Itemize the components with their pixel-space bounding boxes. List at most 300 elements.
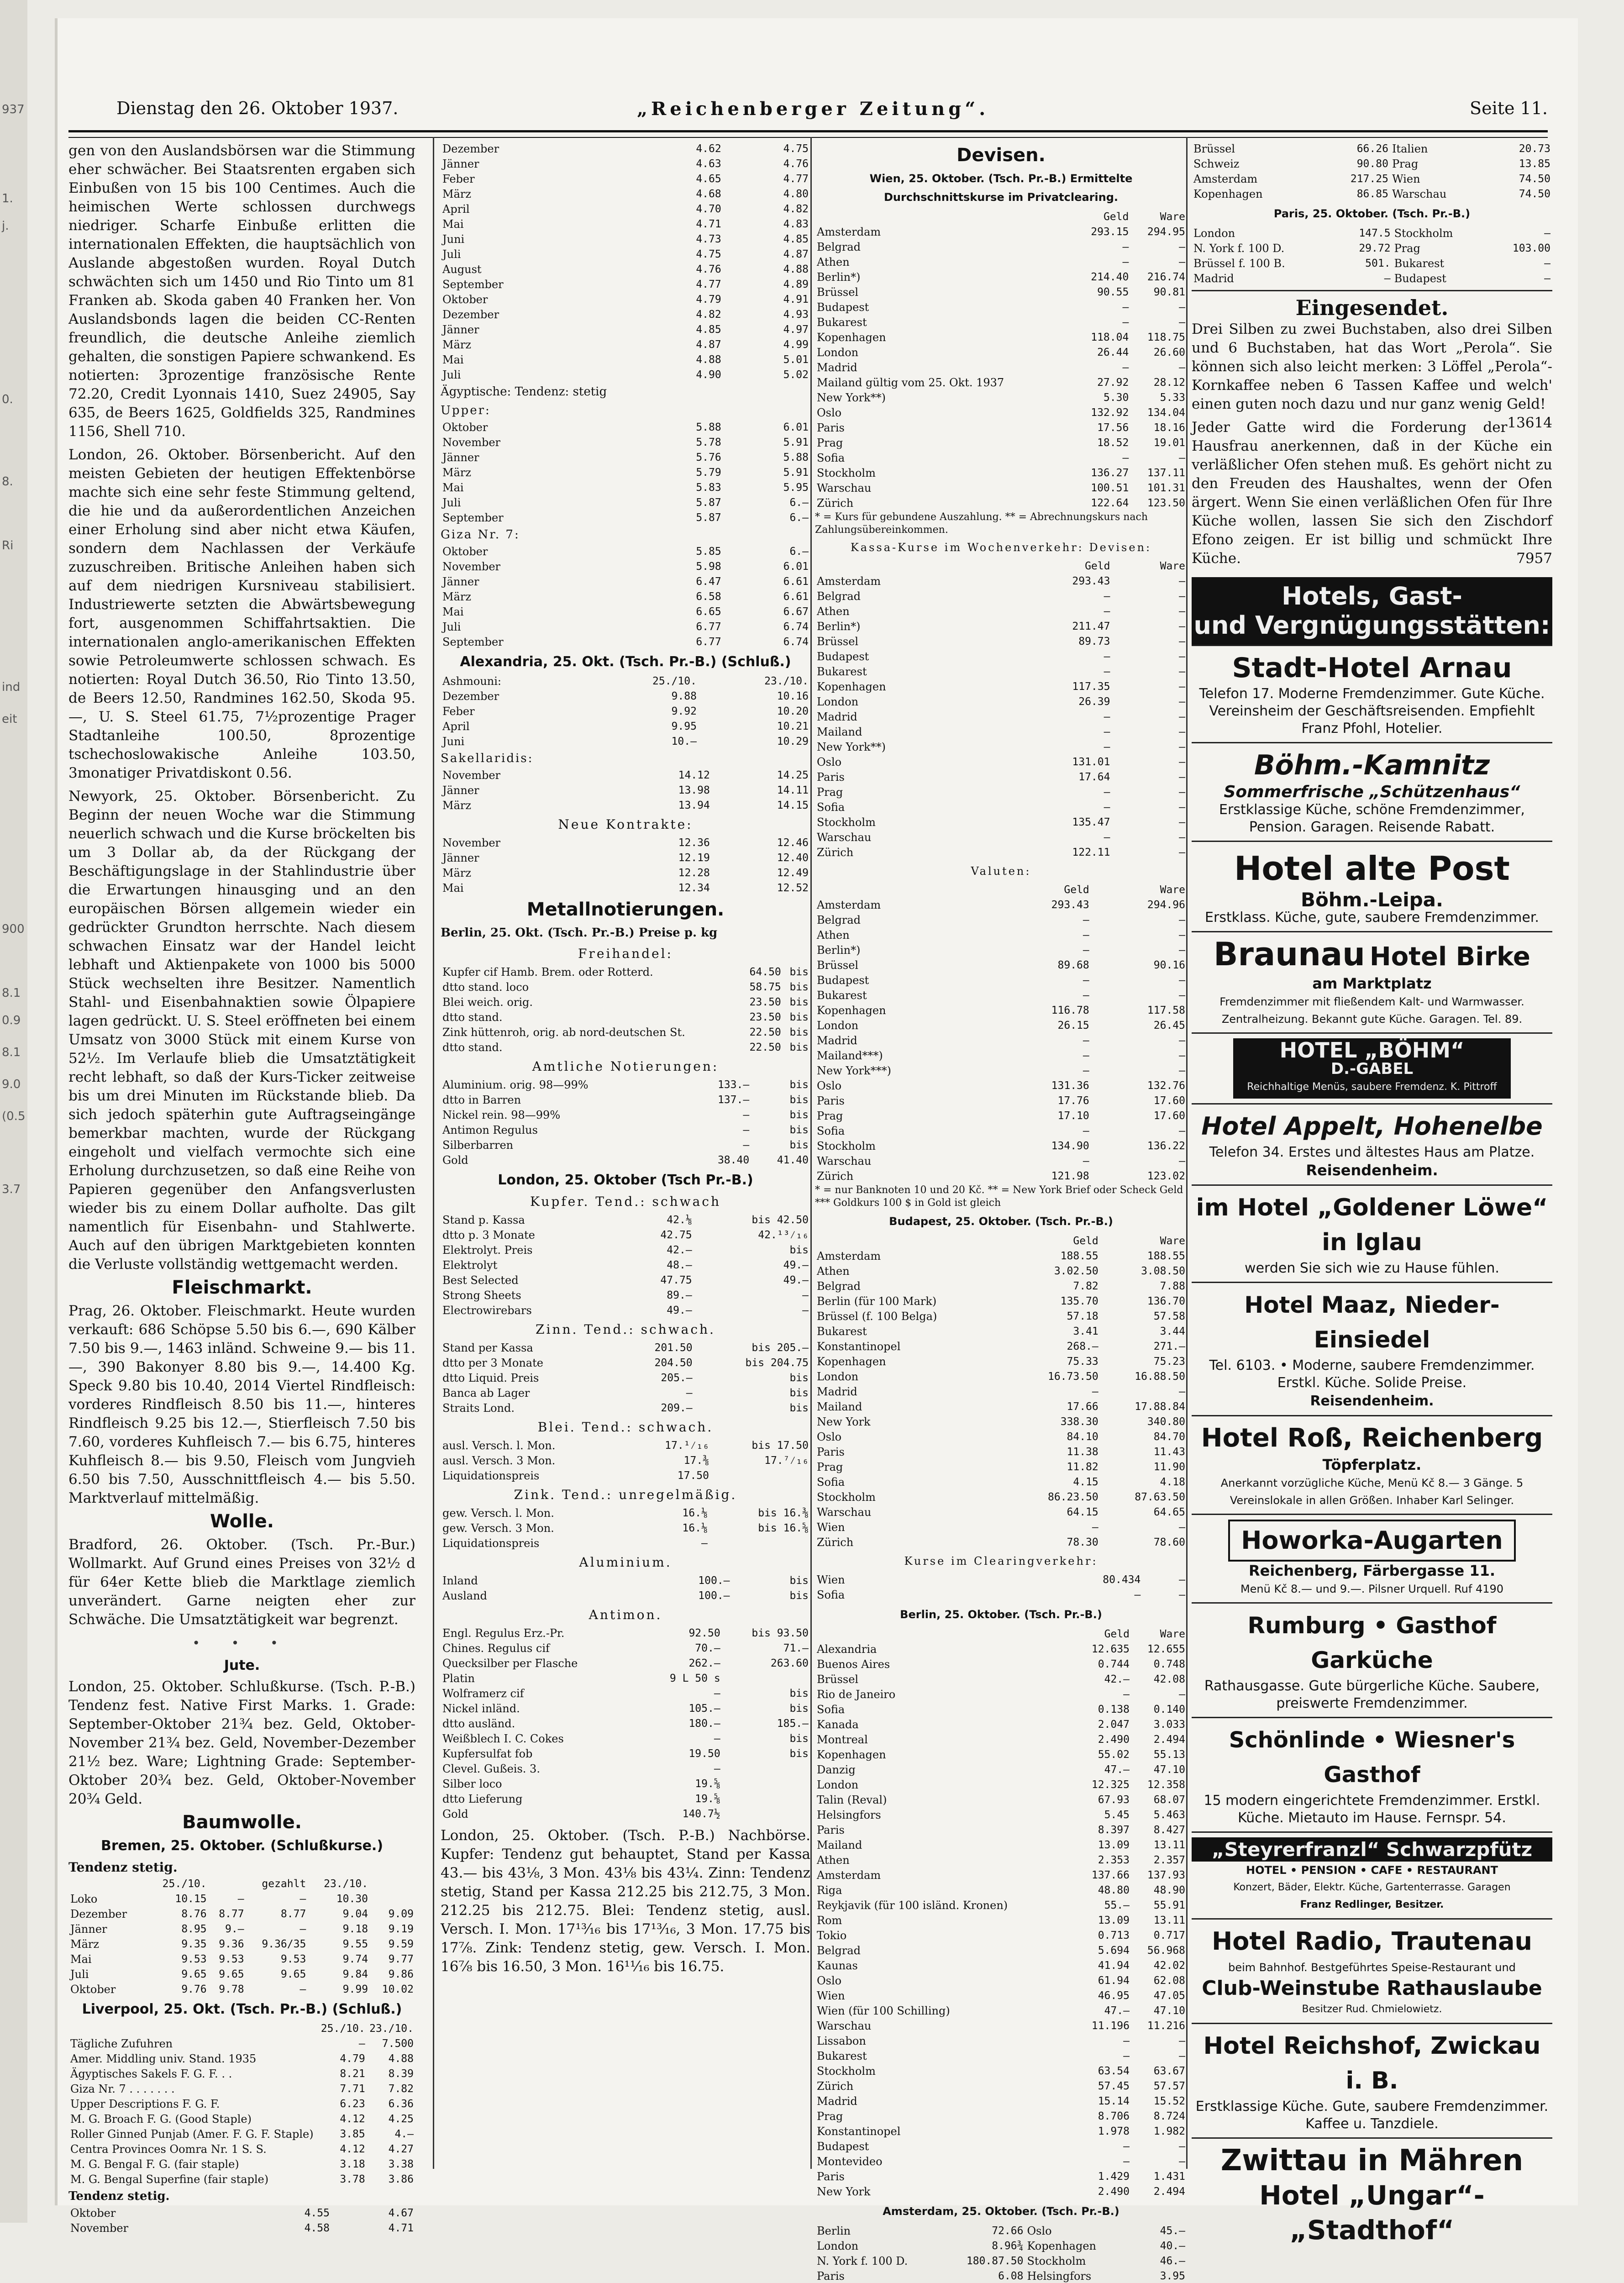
efono-notice-number: 7957	[1516, 550, 1552, 567]
table-row	[441, 202, 810, 217]
row-label: März	[442, 590, 471, 603]
cell-value: —	[1179, 1155, 1185, 1167]
cell-value: 12.46	[777, 837, 809, 849]
cell-value: —	[1083, 1065, 1089, 1077]
cell-value: 117.35	[1072, 681, 1110, 693]
cell-value: 5.87	[696, 497, 721, 509]
cell-value: 10.21	[777, 721, 809, 732]
cell-value: 2.494	[1153, 1734, 1185, 1746]
section-heading-baumwolle: Baumwolle.	[182, 1812, 302, 1833]
cell-value: 4.97	[783, 324, 809, 336]
table-row	[815, 1898, 1187, 1913]
cell-value: 42.75	[660, 1229, 692, 1241]
table-row	[815, 1279, 1187, 1294]
cell-value: 4.76	[696, 263, 721, 275]
cell-value: —	[743, 1124, 750, 1136]
edge-mark: 0.	[2, 393, 13, 406]
table-row	[441, 1716, 810, 1731]
row-label: Zink hüttenroh, orig. ab nord-deutschen St.	[442, 1026, 685, 1039]
cell-value: 137.11	[1147, 467, 1185, 479]
cell-value: 14.15	[777, 800, 809, 811]
row-label: Mailand***)	[817, 1049, 883, 1062]
cell-value: 5.02	[783, 369, 809, 381]
table-row	[815, 679, 1187, 694]
table-row	[441, 232, 810, 247]
cell-value: 5.91	[783, 437, 809, 448]
cell-value: 19.⅝	[695, 1793, 720, 1805]
row-label: Madrid	[817, 1034, 857, 1047]
row-label: Prag	[817, 786, 843, 799]
kupfer-table	[441, 1213, 810, 1318]
table-row	[441, 1108, 810, 1123]
zinn-rows	[441, 1341, 810, 1416]
row-label: Gold	[442, 1808, 468, 1820]
table-row	[68, 1982, 415, 1997]
cell-value: 12.635	[1091, 1643, 1130, 1655]
rates-top-table	[1192, 142, 1552, 202]
bremen-title: Bremen, 25. Oktober. (Schlußkurse.)	[100, 1838, 384, 1854]
table-row	[441, 1093, 810, 1108]
row-label: Sofia	[817, 1476, 845, 1489]
table-row	[441, 1671, 810, 1686]
ad-hotel-boehm	[1192, 1034, 1552, 1105]
table-row	[441, 1010, 810, 1025]
table-row	[815, 1078, 1187, 1094]
row-label: Kanada	[817, 1718, 859, 1731]
cell-value: 4.85	[696, 324, 721, 336]
cell-value: 9.95	[671, 721, 697, 732]
row-label: Oktober	[442, 421, 488, 434]
row-label: Kopenhagen	[817, 1004, 886, 1017]
cell-value: 6.61	[783, 591, 809, 603]
cell-value: 3.78	[340, 2173, 365, 2185]
row-label: Bukarest	[817, 665, 867, 678]
ad-title: Hotel Reichshof, Zwickau i. B.	[1203, 2032, 1541, 2094]
giza-table	[441, 544, 810, 650]
row-label: Jänner	[442, 852, 479, 864]
cell-value: 140.7½	[682, 1808, 720, 1820]
cell-value: —	[1179, 1521, 1185, 1533]
cell-value: 4.79	[696, 294, 721, 305]
table-row	[441, 1123, 810, 1138]
cell-value: 147.5	[1359, 227, 1391, 239]
cell-value: —	[1083, 1050, 1089, 1062]
cell-value: 8.77	[219, 1908, 244, 1920]
cell-value: 136.27	[1091, 467, 1129, 479]
cell-value: 10.29	[777, 736, 809, 747]
cell-value: 74.50	[1519, 173, 1550, 185]
row-label: Kupfer cif Hamb. Brem. oder Rotterd.	[442, 966, 653, 978]
row-label: Gold	[442, 1154, 468, 1167]
cell-value: —	[1179, 847, 1185, 858]
cell-value: —	[300, 1893, 306, 1905]
cell-value: —	[1104, 741, 1110, 753]
column-1	[68, 142, 415, 2236]
table-row	[815, 1354, 1187, 1369]
cell-value: 67.93	[1098, 1794, 1130, 1806]
cell-value: 46.95	[1098, 1990, 1130, 2002]
table-row	[815, 913, 1187, 928]
row-label: November	[70, 2222, 129, 2235]
row-label: Rom	[817, 1914, 842, 1927]
table-row	[815, 2064, 1187, 2079]
table-row	[441, 1438, 810, 1453]
cell-value: 15.52	[1153, 2095, 1185, 2107]
cell-value	[722, 1777, 810, 1792]
cell-value: 6.36	[388, 2098, 414, 2110]
amtlich-rows	[441, 1078, 810, 1168]
cell-value: 4.12	[340, 2143, 365, 2155]
cell-value: —	[1122, 256, 1129, 268]
table-row	[815, 285, 1187, 300]
cell-value: 7.71	[340, 2083, 365, 2095]
egypt-title: Ägyptische: Tendenz: stetig	[441, 385, 607, 399]
column-4	[1192, 142, 1552, 2252]
cell-value: 9.53	[280, 1953, 306, 1965]
ad-title: Zwittau in Mähren	[1220, 2144, 1524, 2178]
liverpool-futures	[68, 2206, 415, 2236]
table-row	[441, 480, 810, 495]
cell-value: Prag	[1394, 242, 1420, 255]
table-row	[441, 574, 810, 589]
table-row	[441, 142, 810, 157]
row-label: Amsterdam	[817, 1250, 881, 1262]
cell-value: 4.87	[783, 248, 809, 260]
cell-value: 4.83	[783, 218, 809, 230]
table-row	[68, 2067, 415, 2082]
cell-value: 4.82	[696, 309, 721, 321]
table-row	[815, 1169, 1187, 1184]
column-header: Geld	[1085, 560, 1110, 572]
row-label: Budapest	[817, 650, 869, 663]
cell-value: 41.94	[1098, 1960, 1130, 1972]
row-label: ausl. Versch. l. Mon.	[442, 1439, 556, 1452]
cell-value: 19.50	[688, 1748, 720, 1760]
cell-value: 122.11	[1072, 847, 1110, 858]
cell-value: 0.140	[1153, 1704, 1185, 1715]
table-row	[815, 1264, 1187, 1279]
sakel-label: Sakellaridis:	[441, 752, 534, 765]
row-label: Quecksilber per Flasche	[442, 1657, 578, 1670]
cell-value: 137.93	[1147, 1869, 1185, 1881]
newyork-bourse-report: Newyork, 25. Oktober. Börsenbericht. Zu Beginn der neuen Woche war die Stimmung neuerlich schwach und die Kurse bröckelten bis um 3 Dollar ab, da der Rückgang der Beschäftigungslage in der Stahlindustrie über die Erwartungen hinausging und an den europäischen Börsen allgemein wieder ein gedrückter Grundton herrschte. Nach diesem schwachen Einsatz war der Handel leicht lebhaft und Aktienpakete von 1000 bis 5000 Stück wechselten ihre Besitzer. Namentlich Stahl- und Eisenbahnaktien sowie Ölpapiere lagen gedrückt. U. S. Steel eröffneten bei einem Umsatz von 3000 Stück mit einem Kurse von 52½. Im Verlaufe blieb die Umsatztätigkeit recht lebhaft, so daß der Kurs-Ticker zeitweise bis um drei Minuten im Rückstande blieb. Da sich jedoch späterhin gute Auftragseingänge bemerkbar machten, wurde der Rückgang eingeholt und vielfach vermochte sich eine Erholung durchzusetzen, so daß eine Reihe von Papieren gegenüber den Anfangsverlusten wieder bis zu einem Dollar aufholte. Das gilt namentlich für Eisenbahn- und Stahlwerte. Auch auf den übrigen Marktgebieten konnten die Verluste vollständig wettgemacht werden.	[68, 788, 415, 1273]
table-row	[815, 1762, 1187, 1778]
table-row	[441, 1138, 810, 1153]
table-row	[441, 435, 810, 450]
cell-value: 9.—	[225, 1923, 244, 1935]
ad-text: Fremdenzimmer mit fließendem Kalt- und Warmwasser. Zentralheizung. Bekannt gute Küche. Garagen. Tel. 89.	[1219, 995, 1524, 1026]
table-row	[815, 1588, 1187, 1603]
cell-value: 5.88	[783, 452, 809, 463]
row-label: Paris	[817, 1094, 845, 1107]
table-row	[1192, 172, 1552, 187]
cell-value: 131.36	[1051, 1080, 1089, 1092]
cell-value: 66.26	[1356, 143, 1388, 155]
cell-value: —	[1179, 681, 1185, 693]
cell-value: 136.22	[1147, 1140, 1185, 1152]
bremen-rows	[68, 1892, 415, 1997]
cell-value: 5.87	[696, 512, 721, 524]
cell-value: 135.70	[1060, 1295, 1098, 1307]
table-row	[441, 866, 810, 881]
row-label: Upper Descriptions F. G. F.	[70, 2098, 220, 2110]
cell-value: 4.73	[696, 233, 721, 245]
table-row	[815, 360, 1187, 375]
row-label: Liquidationspreis	[442, 1469, 540, 1482]
table-row	[815, 2079, 1187, 2094]
cell-value: 10.16	[777, 690, 809, 702]
cell-value: 8.397	[1098, 1824, 1130, 1836]
table-row	[815, 1535, 1187, 1550]
amsterdam-title: Amsterdam, 25. Oktober. (Tsch. Pr.-B.)	[883, 2205, 1119, 2218]
row-label: Talin (Reval)	[817, 1794, 887, 1806]
cell-value: 131.01	[1072, 756, 1110, 768]
row-label: Reykjavik (für 100 isländ. Kronen)	[817, 1899, 1008, 1912]
cell-value: 11.38	[1067, 1446, 1098, 1458]
cell-value: —	[1104, 801, 1110, 813]
column-header: Ware	[1160, 211, 1185, 223]
table-row	[68, 2127, 415, 2142]
row-label: Oslo	[817, 406, 842, 419]
column-header: 23./10.	[369, 2023, 414, 2035]
table-row	[441, 1573, 810, 1589]
cell-value: —	[1104, 666, 1110, 678]
cell-value: 6.77	[696, 636, 721, 648]
cell-value: 22.50	[749, 1026, 781, 1038]
cell-value	[722, 1792, 810, 1807]
column-3	[815, 142, 1187, 2283]
table-row	[441, 1078, 810, 1093]
cell-value: 6.61	[783, 576, 809, 588]
cell-value: 48.80	[1098, 1884, 1130, 1896]
table-row	[1192, 187, 1552, 202]
cell-value: bis	[789, 1011, 809, 1023]
row-label: Warschau	[817, 1506, 872, 1519]
zinn-label: Zinn. Tend.: schwach.	[536, 1322, 715, 1337]
cell-value: Bukarest	[1394, 257, 1445, 270]
cell-value: 8.96¾	[992, 2240, 1024, 2252]
table-row	[815, 1573, 1187, 1588]
cell-value: 293.43	[1072, 575, 1110, 587]
cell-value: —	[1179, 831, 1185, 843]
efono-notice	[1192, 418, 1552, 568]
row-label: März	[442, 799, 471, 812]
ad-title: Rumburg • Gasthof Garküche	[1247, 1612, 1497, 1673]
table-row	[815, 740, 1187, 755]
cell-value: 63.54	[1098, 2065, 1130, 2077]
table-row	[815, 451, 1187, 466]
row-label: Prag	[817, 437, 843, 449]
cell-value: 58.75	[749, 981, 781, 993]
edge-mark: 0.9	[2, 1014, 21, 1027]
table-row	[68, 2157, 415, 2172]
cell-value: 4.68	[696, 188, 721, 200]
cell-value: 9.55	[342, 1938, 368, 1950]
cell-value: 132.92	[1091, 407, 1129, 419]
row-label: N. York f. 100 D.	[817, 2255, 908, 2267]
row-label: September	[442, 636, 504, 648]
cell-value: 6.74	[783, 621, 809, 633]
table-row	[441, 172, 810, 187]
wien-table	[815, 210, 1187, 511]
cell-value: 118.04	[1091, 331, 1129, 343]
table-row	[815, 1642, 1187, 1657]
row-label: Stockholm	[817, 1491, 876, 1504]
table-row	[815, 1883, 1187, 1898]
cell-value: 9.76	[181, 1983, 207, 1995]
ad-title: Hotel Maaz, Nieder-Einsiedel	[1244, 1292, 1500, 1353]
row-label: Budapest	[817, 301, 869, 314]
ad-box	[1233, 1038, 1510, 1099]
cell-value: 87.63.50	[1135, 1491, 1185, 1503]
row-label: dtto Lieferung	[442, 1793, 523, 1805]
cell-value: 0.138	[1098, 1704, 1130, 1715]
row-label: Mai	[442, 353, 464, 366]
cell-value: bis 42.50	[752, 1214, 809, 1226]
cell-value: 64.15	[1067, 1506, 1098, 1518]
table-row	[441, 544, 810, 559]
cell-value: 5.98	[696, 561, 721, 573]
section-heading-jute: Jute.	[224, 1657, 260, 1673]
table-header-row	[815, 210, 1187, 225]
table-row	[815, 800, 1187, 815]
row-label: Danzig	[817, 1763, 856, 1776]
cell-value: 135.47	[1072, 816, 1110, 828]
cell-value: 211.47	[1072, 621, 1110, 632]
column-header: 25./10.	[652, 675, 697, 687]
cell-value: 9.35	[181, 1938, 207, 1950]
cell-value: —	[1123, 2141, 1130, 2152]
table-row	[441, 187, 810, 202]
table-row	[441, 292, 810, 307]
bradford-wool-report: Bradford, 26. Oktober. (Tsch. Pr.-Bur.) Wollmarkt. Auf Grund eines Preises von 32½ d für 64er Kette blieb die Marktlage ziemlich unverändert. Garne neigten eher zur Schwäche. Die Umsatztätigkeit war begrenzt.	[68, 1536, 415, 1628]
cell-value: 57.57	[1153, 2080, 1185, 2092]
cell-value: —	[1083, 1125, 1089, 1137]
cell-value: 132.76	[1147, 1080, 1185, 1092]
row-label: Madrid	[817, 2095, 857, 2108]
table-row	[815, 2154, 1187, 2169]
cell-value: 3.41	[1073, 1326, 1098, 1337]
table-row	[441, 1641, 810, 1656]
ad-title: Böhm.-Kamnitz	[1254, 749, 1490, 781]
row-label: Jänner	[442, 784, 479, 797]
cell-value: 23.50	[749, 996, 781, 1008]
row-label: April	[442, 720, 470, 733]
table-row	[441, 589, 810, 605]
row-label: Elektrolyt. Preis	[442, 1244, 533, 1257]
cell-value: —	[1104, 711, 1110, 723]
cell-value: 12.655	[1147, 1643, 1185, 1655]
cell-value: 6.47	[696, 576, 721, 588]
cell-value: 48.90	[1153, 1884, 1185, 1896]
cell-value: 89.—	[667, 1289, 692, 1301]
row-label: Madrid	[817, 710, 857, 723]
row-label: Stockholm	[817, 1140, 876, 1152]
cell-value: bis	[789, 1372, 809, 1384]
row-label: New York***)	[817, 1064, 891, 1077]
neue-rows	[441, 836, 810, 896]
row-label: November	[442, 436, 501, 449]
row-label: Berlin*)	[817, 271, 861, 284]
cell-value: —	[1179, 666, 1185, 678]
cell-value: —	[1104, 831, 1110, 843]
cell-value: 4.12	[340, 2113, 365, 2125]
row-label: Wien	[817, 1521, 845, 1534]
cell-value: 78.60	[1153, 1536, 1185, 1548]
cell-value: 4.75	[696, 248, 721, 260]
cell-value: 6.74	[783, 636, 809, 648]
table-row	[441, 1656, 810, 1671]
column-header	[815, 1234, 1014, 1249]
cell-value: 17.66	[1067, 1401, 1098, 1413]
cell-value: 9.65	[280, 1968, 306, 1980]
zink-rows	[441, 1506, 810, 1551]
cell-value: 0.748	[1153, 1658, 1185, 1670]
cell-value: 134.90	[1051, 1140, 1089, 1152]
cell-value: 4.88	[696, 354, 721, 366]
table-row	[68, 2142, 415, 2157]
column-header: 23./10.	[324, 1878, 368, 1890]
row-label: Sofia	[817, 1125, 845, 1137]
cell-value: 23.50	[749, 1011, 781, 1023]
cell-value: 47.75	[660, 1274, 692, 1286]
cell-value: 9.59	[388, 1938, 414, 1950]
table-row	[815, 270, 1187, 285]
cell-value: 15.14	[1098, 2095, 1130, 2107]
row-label: Brüssel	[817, 1673, 859, 1686]
cell-value: bis	[789, 1139, 809, 1151]
table-row	[815, 1430, 1187, 1445]
cell-value: 62.08	[1153, 1975, 1185, 1987]
table-row	[1192, 226, 1552, 241]
cell-value: 38.40	[717, 1154, 750, 1166]
row-label: Chines. Regulus cif	[442, 1642, 550, 1655]
ashmouni-table	[441, 674, 810, 749]
eingesendet-heading: Eingesendet.	[1295, 295, 1449, 320]
column-header	[68, 2021, 318, 2036]
table-row	[815, 845, 1187, 860]
row-label: Lissabon	[817, 2035, 866, 2047]
cell-value: —	[1179, 944, 1185, 956]
row-label: Rio de Janeiro	[817, 1688, 896, 1701]
cell-value: 137.—	[717, 1094, 750, 1106]
row-label: Dezember	[442, 690, 499, 703]
row-label: März	[442, 338, 471, 351]
table-row	[815, 1717, 1187, 1732]
row-label: N. York f. 100 D.	[1193, 242, 1285, 255]
cell-value: 64.50	[749, 966, 781, 978]
cell-value: 4.58	[304, 2222, 330, 2234]
table-row	[815, 1808, 1187, 1823]
row-label: Amer. Middling univ. Stand. 1935	[70, 2052, 257, 2065]
cell-value: 4.67	[388, 2207, 414, 2219]
row-label: Juli	[442, 621, 461, 633]
row-label: Amsterdam	[817, 575, 881, 588]
ad-title: Stadt-Hotel Arnau	[1232, 652, 1512, 684]
cell-value: —	[1179, 771, 1185, 783]
cell-value: 89.73	[1078, 636, 1110, 647]
cell-value: 8.21	[340, 2068, 365, 2080]
cell-value: 47.—	[1104, 2005, 1130, 2017]
table-row	[815, 1309, 1187, 1324]
valuten-rows	[815, 898, 1187, 1184]
cell-value: —	[1179, 241, 1185, 253]
cell-value: 17.88.84	[1135, 1401, 1185, 1413]
table-row	[815, 664, 1187, 679]
table-row	[1192, 142, 1552, 157]
cell-value: —	[1179, 590, 1185, 602]
column-header: Geld	[1104, 1628, 1130, 1640]
